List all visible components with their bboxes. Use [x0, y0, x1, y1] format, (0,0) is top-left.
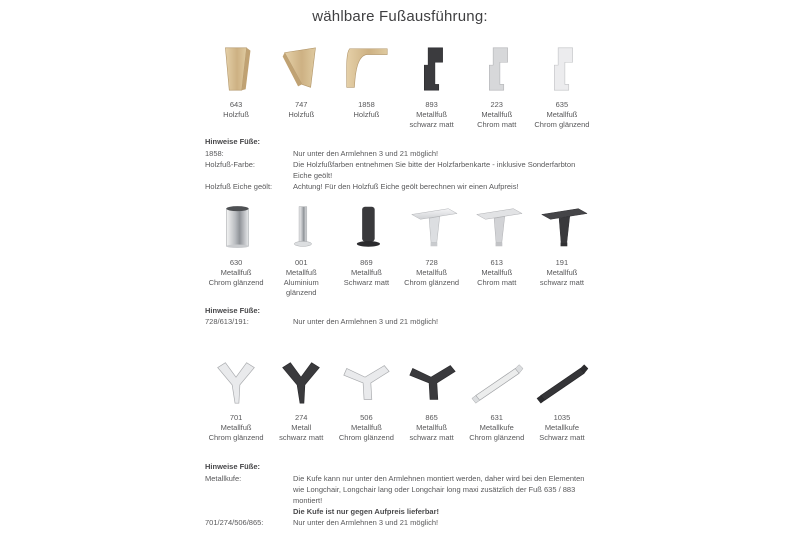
hints-block-3 — [205, 462, 593, 528]
hint-row — [205, 507, 593, 518]
foot-number: 274 — [294, 413, 308, 422]
foot-item-893 — [401, 42, 463, 130]
feet-row — [205, 355, 593, 443]
foot-desc: Metallfuß — [285, 268, 317, 278]
foot-desc: Metallfuß — [220, 268, 252, 278]
foot-section-1 — [205, 42, 593, 193]
foot-number: 747 — [294, 100, 308, 109]
foot-item-865 — [401, 355, 463, 443]
foot-desc: Metallfuß — [546, 268, 578, 278]
t-plate-foot-icon — [533, 200, 591, 254]
hint-value: Die Holzfußfarben entnehmen Sie bitte der Holzfarbenkarte - inklusive Sonderfarbton Eiche geölt! — [293, 160, 576, 180]
foot-number: 613 — [490, 258, 503, 267]
foot-desc: Metallfuß — [350, 268, 382, 278]
foot-item-643 — [205, 42, 267, 130]
foot-number: 1858 — [358, 100, 375, 109]
hint-key: Metallkufe: — [205, 474, 242, 484]
foot-number: 631 — [490, 413, 503, 422]
foot-item-613 — [466, 200, 528, 299]
cylinder-thin-foot-icon — [272, 200, 330, 254]
foot-desc: Metallfuß — [416, 110, 447, 120]
page-title: wählbare Fußausführung: — [312, 8, 488, 25]
foot-section-3 — [205, 355, 593, 529]
foot-desc: glänzend — [286, 288, 317, 298]
foot-desc: schwarz matt — [409, 120, 454, 130]
foot-number: 191 — [555, 258, 569, 267]
hint-value: Nur unter den Armlehnen 3 und 21 möglich! — [293, 517, 439, 527]
foot-item-701 — [205, 355, 267, 443]
foot-desc: Metallfuß — [416, 423, 447, 433]
t-plate-foot-icon — [403, 200, 461, 254]
wood-taper-foot-icon — [207, 42, 265, 96]
metal-step-foot-icon — [468, 42, 526, 96]
hint-value-bold: Die Kufe ist nur gegen Aufpreis lieferbar! — [293, 506, 439, 516]
hints-heading: Hinweise Füße: — [205, 305, 261, 315]
foot-item-1035 — [531, 355, 593, 443]
foot-desc: Chrom glänzend — [534, 120, 590, 130]
tripod-foot-icon — [337, 355, 395, 409]
hint-row — [205, 160, 593, 182]
foot-number: 630 — [229, 258, 243, 267]
foot-desc: Holzfuß — [353, 110, 380, 120]
foot-desc: Holzfuß — [223, 110, 249, 120]
hint-key: Holzfuß-Farbe: — [205, 160, 256, 170]
hint-value: Achtung! Für den Holzfuß Eiche geölt berechnen wir einen Aufpreis! — [293, 181, 519, 191]
foot-number: 643 — [229, 100, 243, 109]
wood-bracket-foot-icon — [337, 42, 395, 96]
foot-desc: Holzfuß — [288, 110, 315, 120]
hints-block-1 — [205, 137, 593, 192]
hint-row — [205, 317, 593, 328]
foot-desc: schwarz matt — [409, 433, 454, 443]
foot-item-635 — [531, 42, 593, 130]
hint-value: Die Kufe kann nur unter den Armlehnen montiert werden, daher wird bei den Elementen wie Longchair, Longchair lang oder Longchair long maxi zusätzlich der Fuß 635 / 883 montiert! — [293, 474, 585, 505]
foot-desc: schwarz matt — [539, 278, 584, 288]
foot-number: 728 — [425, 258, 438, 267]
feet-row — [205, 42, 593, 130]
runner-foot-icon — [468, 355, 526, 409]
hint-value: Nur unter den Armlehnen 3 und 21 möglich! — [293, 149, 439, 159]
foot-number: 506 — [360, 413, 373, 422]
metal-step-foot-icon — [533, 42, 591, 96]
foot-number: 869 — [360, 258, 373, 267]
foot-desc: Chrom matt — [477, 120, 517, 130]
cylinder-black-foot-icon — [337, 200, 395, 254]
foot-item-506 — [335, 355, 397, 443]
foot-item-747 — [270, 42, 332, 130]
hints-heading: Hinweise Füße: — [205, 137, 261, 147]
foot-desc: schwarz matt — [279, 433, 324, 443]
foot-number: 635 — [555, 100, 569, 109]
hints-heading: Hinweise Füße: — [205, 462, 261, 472]
hints-block-2 — [205, 306, 593, 329]
t-plate-foot-icon — [468, 200, 526, 254]
foot-item-191 — [531, 200, 593, 299]
hint-key: 701/274/506/865: — [205, 517, 264, 527]
foot-desc: Metallfuß — [220, 423, 252, 433]
foot-desc: Aluminium — [283, 278, 319, 288]
foot-item-1858 — [335, 42, 397, 130]
hint-key: 1858: — [205, 149, 224, 159]
hint-key: 728/613/191: — [205, 317, 249, 327]
foot-section-2 — [205, 200, 593, 328]
hint-row — [205, 182, 593, 193]
tripod-foot-icon — [403, 355, 461, 409]
foot-item-274 — [270, 355, 332, 443]
feet-row — [205, 200, 593, 299]
foot-desc: Chrom glänzend — [208, 433, 264, 443]
foot-desc: Chrom matt — [477, 278, 517, 288]
foot-item-869 — [335, 200, 397, 299]
foot-desc: Metallfuß — [481, 268, 513, 278]
foot-number: 001 — [294, 258, 308, 267]
foot-desc: Metallfuß — [350, 423, 382, 433]
foot-desc: Chrom glänzend — [469, 433, 525, 443]
foot-desc: Schwarz matt — [343, 278, 390, 288]
y-foot-icon — [207, 355, 265, 409]
hint-value: Nur unter den Armlehnen 3 und 21 möglich! — [293, 317, 439, 327]
foot-item-001 — [270, 200, 332, 299]
foot-desc: Chrom glänzend — [404, 278, 460, 288]
foot-number: 223 — [490, 100, 503, 109]
foot-desc: Metallfuß — [416, 268, 447, 278]
foot-desc: Metallkufe — [479, 423, 514, 433]
runner-foot-icon — [533, 355, 591, 409]
hint-row — [205, 474, 593, 507]
cylinder-wide-foot-icon — [207, 200, 265, 254]
foot-item-728 — [401, 200, 463, 299]
metal-step-foot-icon — [403, 42, 461, 96]
foot-desc: Chrom glänzend — [208, 278, 264, 288]
foot-number: 1035 — [553, 413, 571, 422]
foot-item-223 — [466, 42, 528, 130]
hint-row — [205, 518, 593, 529]
hint-key: Holzfuß Eiche geölt: — [205, 181, 273, 191]
foot-desc: Chrom glänzend — [338, 433, 394, 443]
wood-wedge-foot-icon — [272, 42, 330, 96]
foot-desc: Metall — [291, 423, 312, 433]
foot-number: 893 — [425, 100, 438, 109]
foot-desc: Metallfuß — [481, 110, 513, 120]
foot-number: 701 — [229, 413, 243, 422]
foot-number: 865 — [425, 413, 438, 422]
foot-desc: Schwarz matt — [539, 433, 585, 443]
y-foot-icon — [272, 355, 330, 409]
foot-desc: Metallfuß — [546, 110, 578, 120]
foot-item-631 — [466, 355, 528, 443]
hint-row — [205, 149, 593, 160]
foot-item-630 — [205, 200, 267, 299]
foot-desc: Metallkufe — [544, 423, 579, 433]
